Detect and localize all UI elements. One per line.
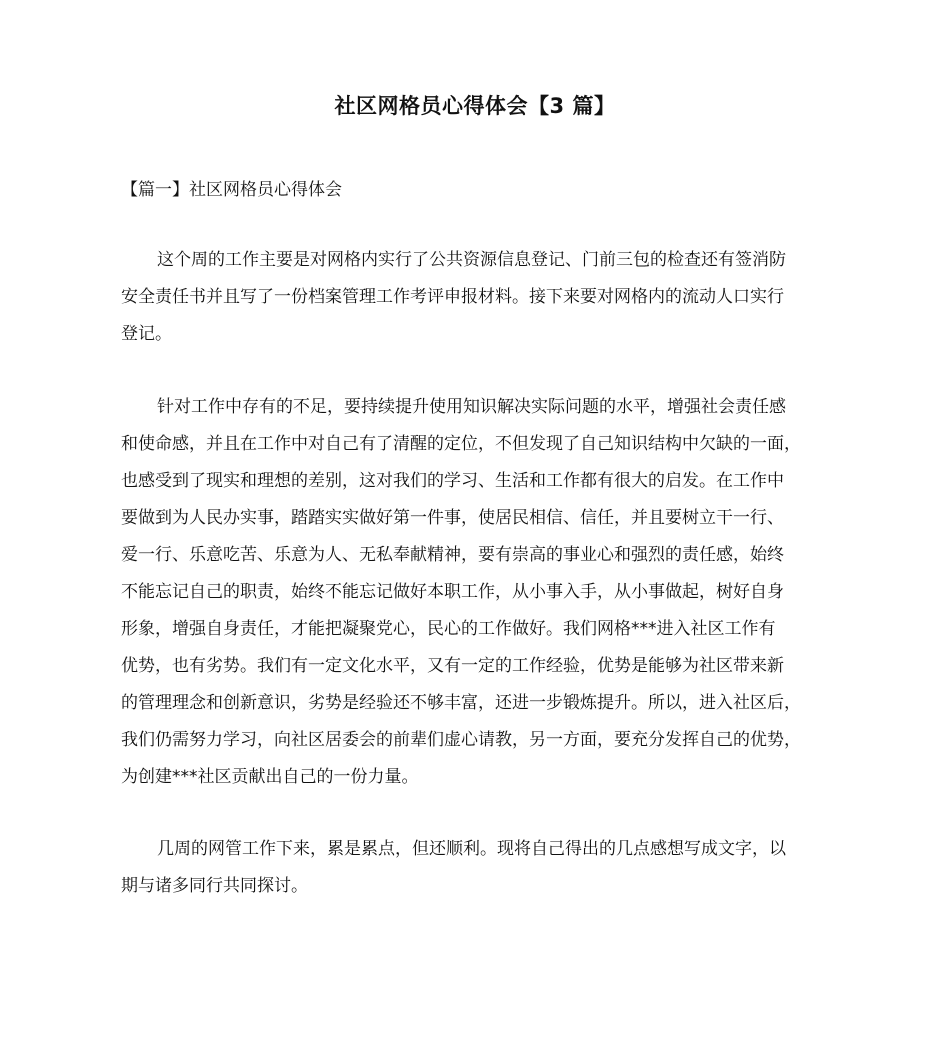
paragraph-line: 为创建***社区贡献出自己的一份力量。 <box>121 767 419 787</box>
paragraph-line: 几周的网管工作下来，累是累点，但还顺利。现将自己得出的几点感想写成文字，以 <box>157 839 786 859</box>
paragraph-line: 期与诸多同行共同探讨。 <box>121 876 308 896</box>
paragraph-line: 和使命感，并且在工作中对自己有了清醒的定位，不但发现了自己知识结构中欠缺的一面， <box>121 434 801 454</box>
section-heading: 【篇一】社区网格员心得体会 <box>121 180 342 200</box>
paragraph-3 <box>121 835 861 909</box>
paragraph-line: 形象，增强自身责任，才能把凝聚党心，民心的工作做好。我们网格***进入社区工作有 <box>121 619 776 639</box>
paragraph-line: 登记。 <box>121 324 172 344</box>
paragraph-line: 爱一行、乐意吃苦、乐意为人、无私奉献精神，要有崇高的事业心和强烈的责任感，始终 <box>121 545 784 565</box>
paragraph-1 <box>121 246 861 357</box>
paragraph-line: 我们仍需努力学习，向社区居委会的前辈们虚心请教，另一方面，要充分发挥自己的优势， <box>121 730 801 750</box>
paragraph-2 <box>121 393 861 800</box>
paragraph-line: 要做到为人民办实事，踏踏实实做好第一件事，使居民相信、信任，并且要树立干一行、 <box>121 508 784 528</box>
paragraph-line: 也感受到了现实和理想的差别，这对我们的学习、生活和工作都有很大的启发。在工作中 <box>121 471 784 491</box>
paragraph-line: 这个周的工作主要是对网格内实行了公共资源信息登记、门前三包的检查还有签消防 <box>157 250 786 270</box>
paragraph-line: 的管理理念和创新意识，劣势是经验还不够丰富，还进一步锻炼提升。所以，进入社区后， <box>121 693 801 713</box>
paragraph-line: 针对工作中存有的不足，要持续提升使用知识解决实际问题的水平，增强社会责任感 <box>157 397 786 417</box>
paragraph-line: 优势，也有劣势。我们有一定文化水平，又有一定的工作经验，优势是能够为社区带来新 <box>121 656 784 676</box>
paragraph-line: 不能忘记自己的职责，始终不能忘记做好本职工作，从小事入手，从小事做起，树好自身 <box>121 582 784 602</box>
document-title: 社区网格员心得体会【3 篇】 <box>334 94 616 118</box>
paragraph-line: 安全责任书并且写了一份档案管理工作考评申报材料。接下来要对网格内的流动人口实行 <box>121 287 784 307</box>
